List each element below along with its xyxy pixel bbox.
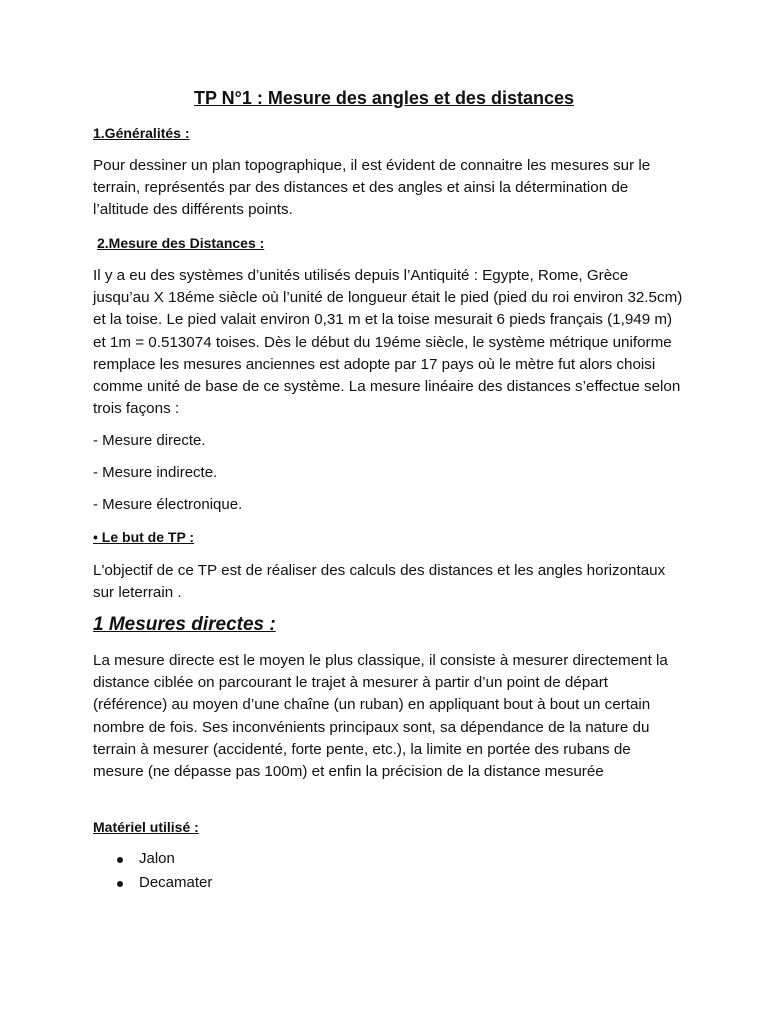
section-heading-materials: Matériel utilisé : [93,819,199,835]
bullet-icon [117,881,123,887]
section-heading-goal: • Le but de TP : [93,529,195,545]
section-heading-generalites: 1.Généralités : [93,125,190,141]
paragraph-goal: L'objectif de ce TP est de réaliser des calculs des distances et les angles horizontaux sur leterrain . [93,562,666,602]
paragraph-direct-measures: La mesure directe est le moyen le plus classique, il consiste à mesurer directement la distance ciblée on parcourant le trajet à mesurer à partir d’un point de départ (référence) au moyen d’une chaîne (un ruban) en appliquant bout à bout un certain nombre de fois. Ses inconvénients principaux sont, sa dépendance de la nature du terrain à mesurer (accidenté, forte pente, etc.), la limite en portée des rubans de mesure (ne dépasse pas 100m) et enfin la précision de la distance mesurée [93,652,668,781]
material-item-decamater: Decamater [139,874,213,891]
page-title: TP N°1 : Mesure des angles et des distances [193,88,574,108]
section-heading-direct-measures: 1 Mesures directes : [93,614,276,635]
material-item-jalon: Jalon [139,850,175,867]
section-heading-distances: 2.Mesure des Distances : [97,235,265,251]
list-item-direct: - Mesure directe. [93,432,206,449]
paragraph-distances: Il y a eu des systèmes d’unités utilisés depuis l’Antiquité : Egypte, Rome, Grèce jusqu’au X 18éme siècle où l’unité de longueur était le pied (pied du roi environ 32.5cm) et la toise. Le pied valait environ 0,31 m et la toise mesurait 6 pieds français (1,949 m) et 1m = 0.513074 toises. Dès le début du 19éme siècle, le système métrique uniforme remplace les mesures anciennes est adopte par 17 pays où le mètre fut alors choisi comme unité de base de ce système. La mesure linéaire des distances s’effectue selon trois façons : [93,267,683,418]
list-item-indirect: - Mesure indirecte. [93,464,218,481]
list-item-electronic: - Mesure électronique. [93,496,243,513]
paragraph-generalites: Pour dessiner un plan topographique, il est évident de connaitre les mesures sur le terrain, représentés par des distances et des angles et ainsi la détermination de l’altitude des différents points. [93,157,651,219]
bullet-icon [117,857,123,863]
